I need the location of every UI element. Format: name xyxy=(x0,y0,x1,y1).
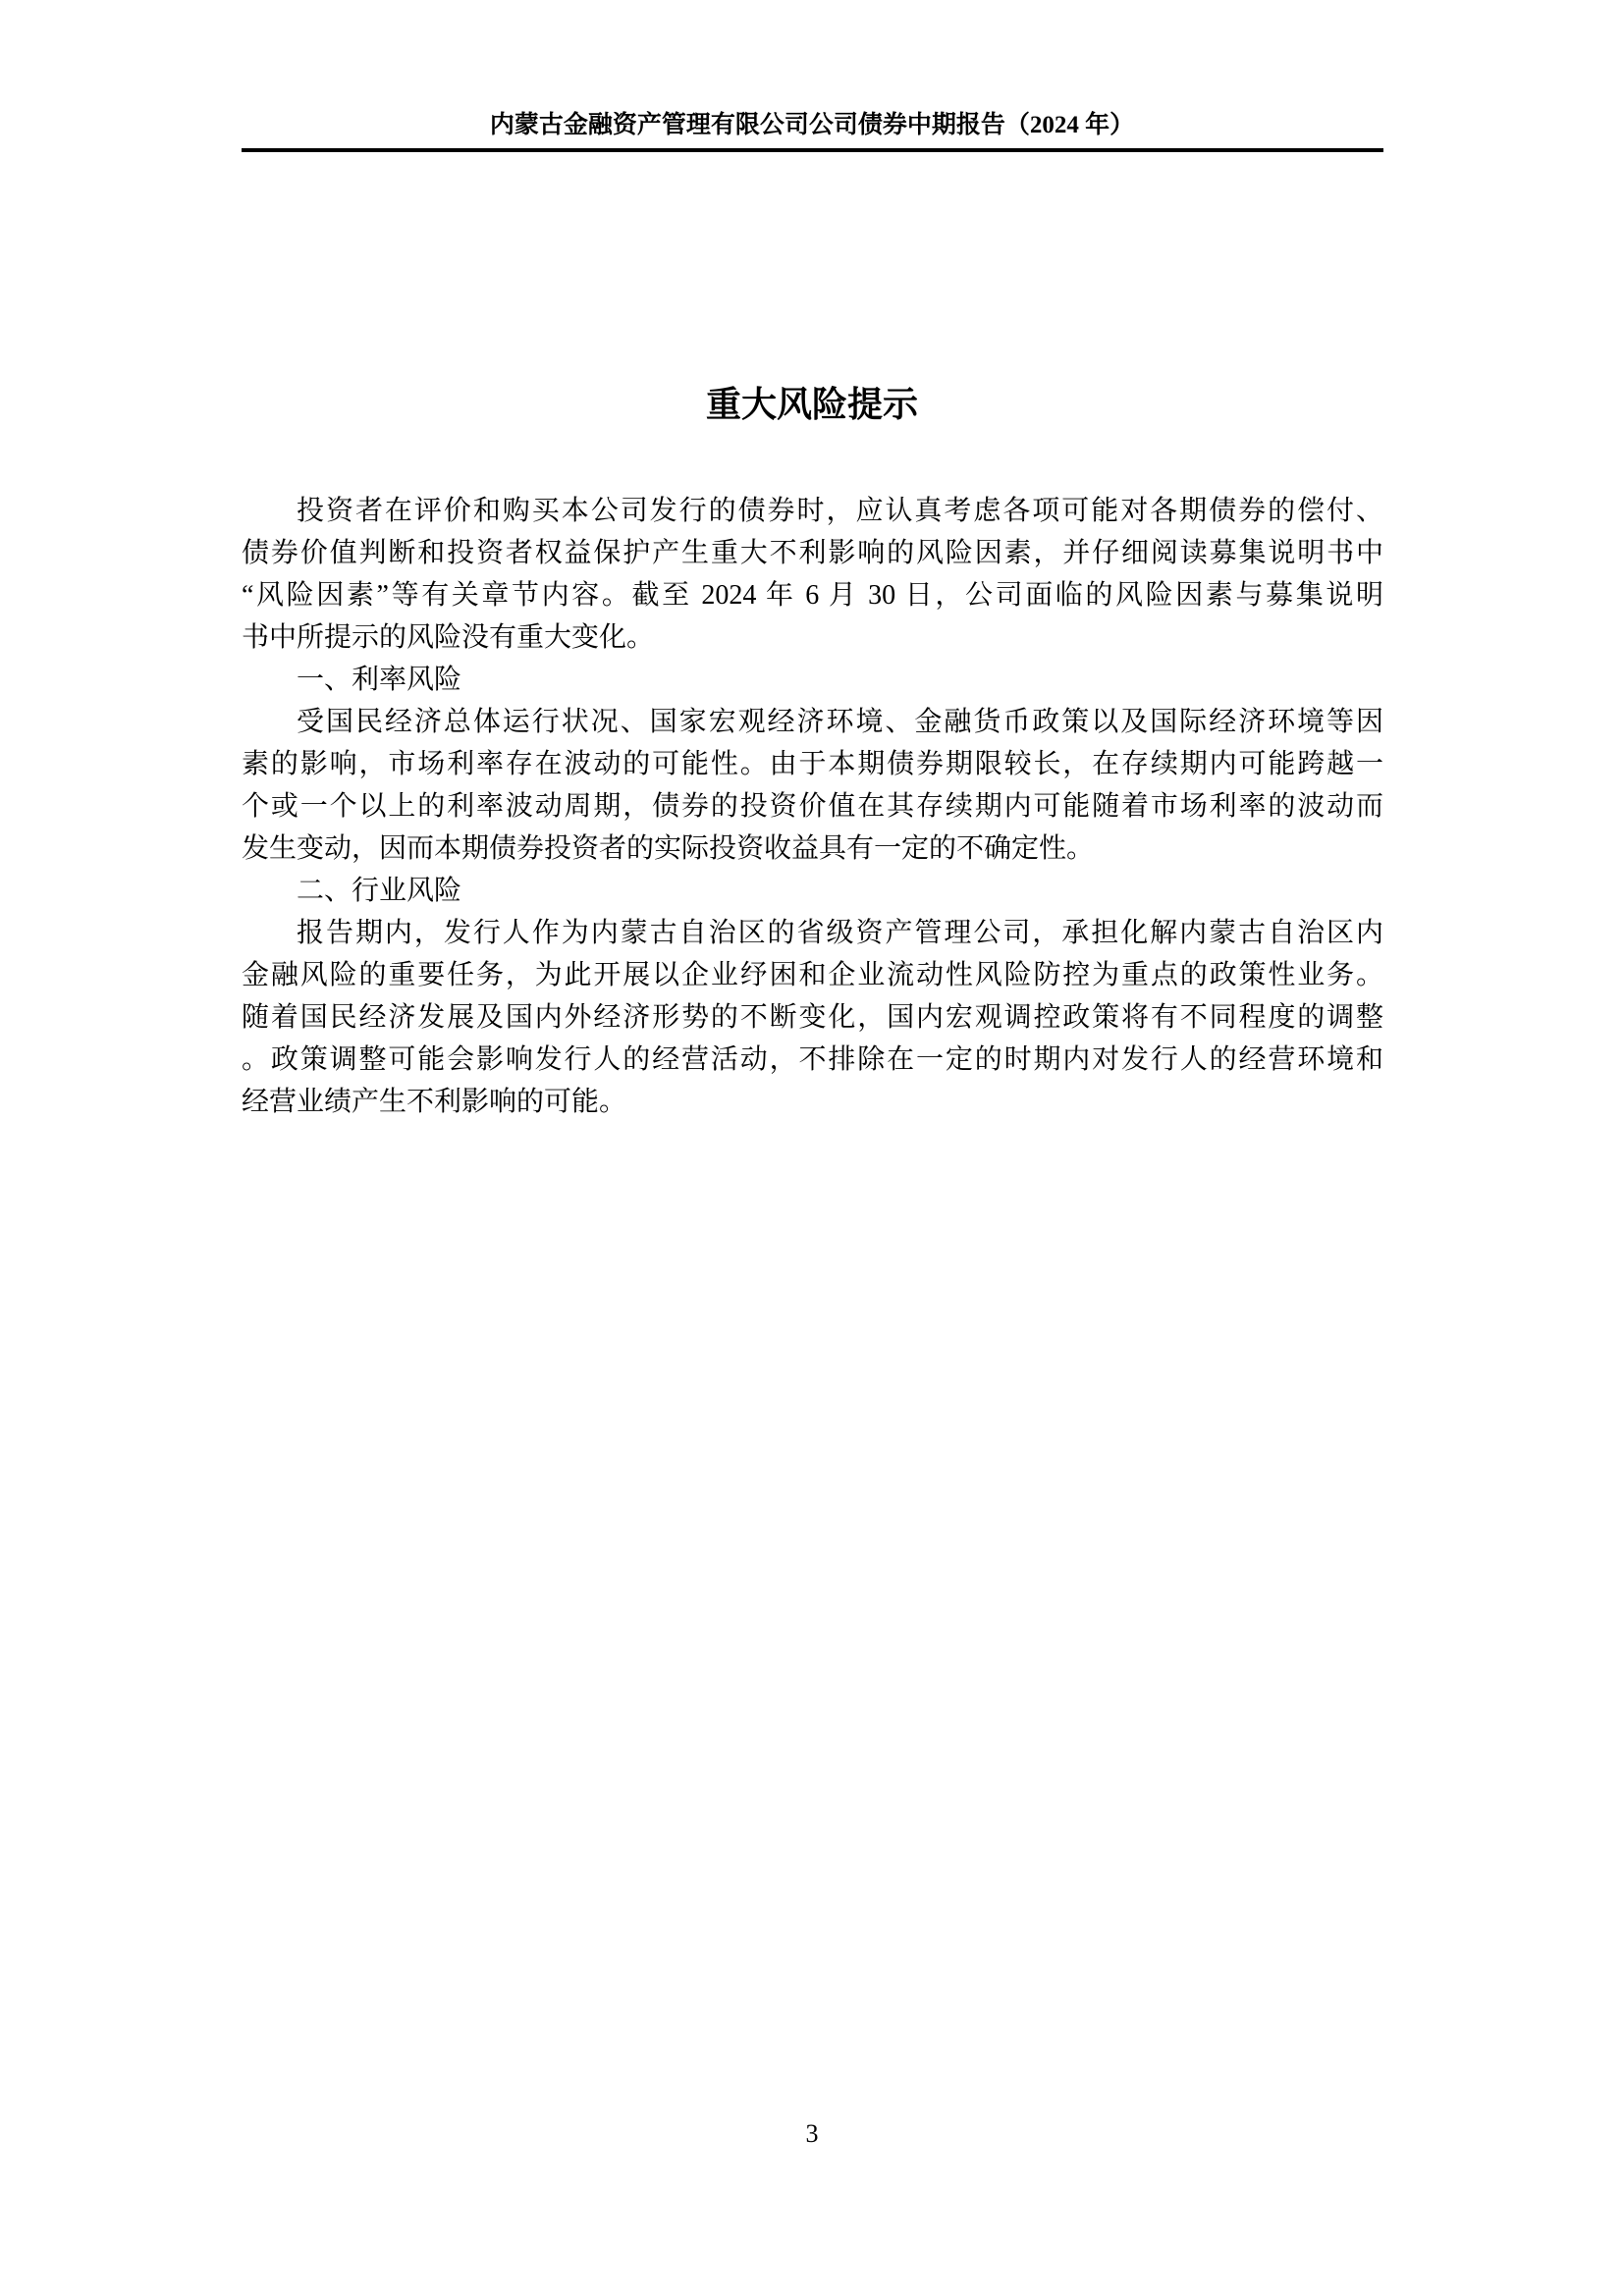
text-line: 债券价值判断和投资者权益保护产生重大不利影响的风险因素，并仔细阅读募集说明书中 xyxy=(242,538,1383,568)
text-line: 报告期内，发行人作为内蒙古自治区的省级资产管理公司，承担化解内蒙古自治区内 xyxy=(297,918,1383,948)
header-rule xyxy=(242,148,1383,152)
text-line: 素的影响，市场利率存在波动的可能性。由于本期债券期限较长，在存续期内可能跨越一 xyxy=(242,749,1383,779)
text-line: 经营业绩产生不利影响的可能。 xyxy=(242,1087,627,1117)
text-line: 二、行业风险 xyxy=(297,876,462,906)
text-line: 个或一个以上的利率波动周期，债券的投资价值在其存续期内可能随着市场利率的波动而 xyxy=(242,791,1383,822)
page-footer xyxy=(0,2118,1624,2150)
text-line: 随着国民经济发展及国内外经济形势的不断变化，国内宏观调控政策将有不同程度的调整 xyxy=(242,1002,1383,1033)
text-line: 一、利率风险 xyxy=(297,665,462,695)
page-header-title: 内蒙古金融资产管理有限公司公司债券中期报告（2024 年） xyxy=(489,112,1135,138)
text-line: 书中所提示的风险没有重大变化。 xyxy=(242,622,655,653)
text-line: 受国民经济总体运行状况、国家宏观经济环境、金融货币政策以及国际经济环境等因 xyxy=(297,707,1383,737)
text-line: 金融风险的重要任务，为此开展以企业纾困和企业流动性风险防控为重点的政策性业务。 xyxy=(242,960,1383,990)
body-text xyxy=(242,490,1383,1123)
text-line: 投资者在评价和购买本公司发行的债券时，应认真考虑各项可能对各期债券的偿付、 xyxy=(297,496,1383,526)
page-number: 3 xyxy=(805,2119,819,2148)
text-line: 。政策调整可能会影响发行人的经营活动，不排除在一定的时期内对发行人的经营环境和 xyxy=(242,1044,1383,1075)
section-title: 重大风险提示 xyxy=(705,385,918,424)
text-line: “风险因素”等有关章节内容。截至 2024 年 6 月 30 日，公司面临的风险因素与募集说明 xyxy=(242,580,1383,611)
text-line: 发生变动，因而本期债券投资者的实际投资收益具有一定的不确定性。 xyxy=(242,833,1095,864)
